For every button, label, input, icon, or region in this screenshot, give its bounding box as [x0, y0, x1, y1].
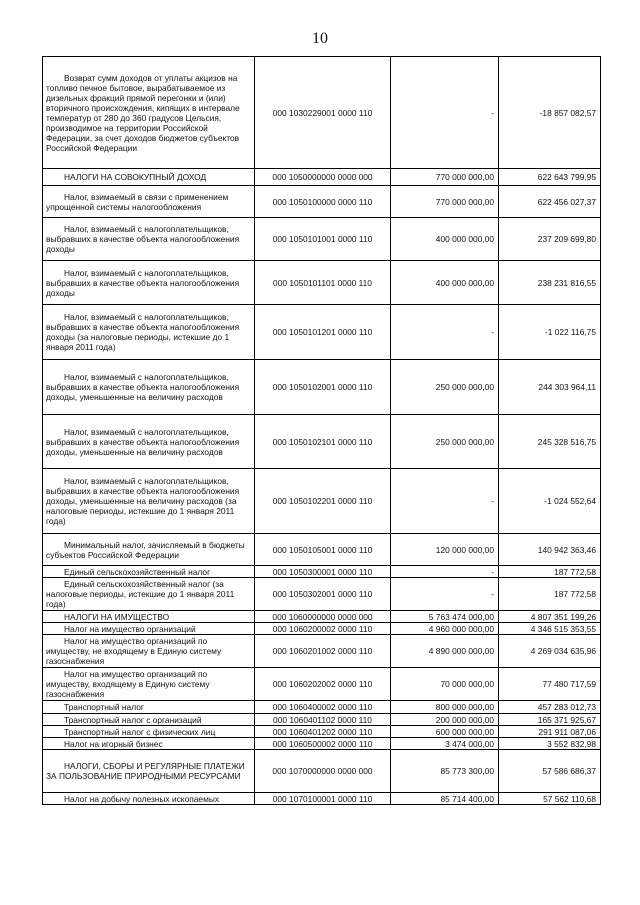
- row-fact: 291 911 087,06: [499, 726, 601, 738]
- budget-table-body: [43, 57, 601, 805]
- row-name: Транспортный налог с физических лиц: [43, 726, 255, 738]
- row-plan: 400 000 000,00: [391, 261, 499, 305]
- row-name: НАЛОГИ, СБОРЫ И РЕГУЛЯРНЫЕ ПЛАТЕЖИ ЗА ПОЛЬЗОВАНИЕ ПРИРОДНЫМИ РЕСУРСАМИ: [43, 750, 255, 793]
- row-code: 000 1070000000 0000 000: [255, 750, 391, 793]
- table-row: [43, 701, 601, 714]
- table-row: [43, 793, 601, 805]
- row-plan: 400 000 000,00: [391, 218, 499, 261]
- row-plan: 800 000 000,00: [391, 701, 499, 714]
- table-row: [43, 534, 601, 566]
- row-plan: 250 000 000,00: [391, 415, 499, 469]
- row-fact: 245 328 516,75: [499, 415, 601, 469]
- row-name: Единый сельскохозяйственный налог: [43, 566, 255, 578]
- row-code: 000 1050102201 0000 110: [255, 469, 391, 534]
- row-fact: 622 643 799,95: [499, 169, 601, 186]
- row-name: Налог на имущество организаций по имуществу, не входящему в Единую систему газоснабжения: [43, 635, 255, 668]
- row-name: НАЛОГИ НА ИМУЩЕСТВО: [43, 611, 255, 623]
- row-plan: -: [391, 305, 499, 360]
- row-plan: 70 000 000,00: [391, 668, 499, 701]
- row-plan: -: [391, 57, 499, 169]
- row-fact: -1 024 552,64: [499, 469, 601, 534]
- row-plan: 5 763 474 000,00: [391, 611, 499, 623]
- row-name: Налог, взимаемый с налогоплательщиков, выбравших в качестве объекта налогообложения доходы, уменьшенные на величину расходов: [43, 415, 255, 469]
- row-plan: 200 000 000,00: [391, 714, 499, 726]
- table-row: [43, 566, 601, 578]
- row-fact: 187 772,58: [499, 566, 601, 578]
- row-code: 000 1060200002 0000 110: [255, 623, 391, 635]
- row-code: 000 1050101001 0000 110: [255, 218, 391, 261]
- table-row: [43, 635, 601, 668]
- row-name: Налог, взимаемый с налогоплательщиков, выбравших в качестве объекта налогообложения доходы, уменьшенные на величину расходов: [43, 360, 255, 415]
- row-code: 000 1050105001 0000 110: [255, 534, 391, 566]
- row-plan: -: [391, 566, 499, 578]
- row-fact: 187 772,58: [499, 578, 601, 611]
- table-row: [43, 738, 601, 750]
- row-code: 000 1060401102 0000 110: [255, 714, 391, 726]
- row-fact: 457 283 012,73: [499, 701, 601, 714]
- table-row: [43, 726, 601, 738]
- row-name: Налог на игорный бизнес: [43, 738, 255, 750]
- table-row: [43, 578, 601, 611]
- row-name: Налог на имущество организаций по имуществу, входящему в Единую систему газоснабжения: [43, 668, 255, 701]
- row-fact: 237 209 699,80: [499, 218, 601, 261]
- table-row: [43, 611, 601, 623]
- row-code: 000 1030229001 0000 110: [255, 57, 391, 169]
- row-fact: 4 807 351 199,26: [499, 611, 601, 623]
- row-plan: 4 890 000 000,00: [391, 635, 499, 668]
- row-name: Транспортный налог: [43, 701, 255, 714]
- row-code: 000 1050300001 0000 110: [255, 566, 391, 578]
- row-fact: 622 456 027,37: [499, 186, 601, 218]
- row-plan: 770 000 000,00: [391, 186, 499, 218]
- table-row: [43, 57, 601, 169]
- row-plan: 85 773 300,00: [391, 750, 499, 793]
- budget-table: [42, 56, 601, 805]
- row-plan: -: [391, 469, 499, 534]
- row-code: 000 1050101101 0000 110: [255, 261, 391, 305]
- table-row: [43, 360, 601, 415]
- row-code: 000 1060401202 0000 110: [255, 726, 391, 738]
- row-code: 000 1060400002 0000 110: [255, 701, 391, 714]
- row-fact: 238 231 816,55: [499, 261, 601, 305]
- row-code: 000 1070100001 0000 110: [255, 793, 391, 805]
- row-fact: 244 303 964,11: [499, 360, 601, 415]
- row-code: 000 1050101201 0000 110: [255, 305, 391, 360]
- table-row: [43, 469, 601, 534]
- row-fact: 3 552 832,98: [499, 738, 601, 750]
- row-plan: 4 960 000 000,00: [391, 623, 499, 635]
- row-fact: -1 022 116,75: [499, 305, 601, 360]
- row-code: 000 1060202002 0000 110: [255, 668, 391, 701]
- row-plan: 600 000 000,00: [391, 726, 499, 738]
- row-name: Возврат сумм доходов от уплаты акцизов на топливо печное бытовое, вырабатываемое из дизельных фракций прямой перегонки и (или) вторичного происхождения, кипящих в интервале температур от 280 до 360 градусов Цельсия, производимое на территории Российской Федерации, за счет доходов бюджетов субъектов Российской Федерации: [43, 57, 255, 169]
- row-name: Транспортный налог с организаций: [43, 714, 255, 726]
- row-name: Налог, взимаемый с налогоплательщиков, выбравших в качестве объекта налогообложения доходы: [43, 261, 255, 305]
- row-name: Минимальный налог, зачисляемый в бюджеты субъектов Российской Федерации: [43, 534, 255, 566]
- row-fact: -18 857 082,57: [499, 57, 601, 169]
- table-row: [43, 415, 601, 469]
- row-code: 000 1050102101 0000 110: [255, 415, 391, 469]
- table-row: [43, 169, 601, 186]
- row-name: Налог на имущество организаций: [43, 623, 255, 635]
- page-number: 10: [312, 30, 328, 47]
- row-plan: 3 474 000,00: [391, 738, 499, 750]
- row-code: 000 1060500002 0000 110: [255, 738, 391, 750]
- row-code: 000 1050102001 0000 110: [255, 360, 391, 415]
- row-plan: -: [391, 578, 499, 611]
- row-name: Налог, взимаемый в связи с применением упрощенной системы налогообложения: [43, 186, 255, 218]
- row-plan: 120 000 000,00: [391, 534, 499, 566]
- table-row: [43, 714, 601, 726]
- row-code: 000 1060000000 0000 000: [255, 611, 391, 623]
- table-row: [43, 668, 601, 701]
- row-code: 000 1050000000 0000 000: [255, 169, 391, 186]
- row-fact: 165 371 925,67: [499, 714, 601, 726]
- row-fact: 140 942 363,46: [499, 534, 601, 566]
- row-fact: 4 269 034 635,96: [499, 635, 601, 668]
- row-plan: 770 000 000,00: [391, 169, 499, 186]
- table-row: [43, 305, 601, 360]
- row-code: 000 1050100000 0000 110: [255, 186, 391, 218]
- row-name: НАЛОГИ НА СОВОКУПНЫЙ ДОХОД: [43, 169, 255, 186]
- table-row: [43, 186, 601, 218]
- row-name: Налог, взимаемый с налогоплательщиков, выбравших в качестве объекта налогообложения доходы: [43, 218, 255, 261]
- row-code: 000 1050302001 0000 110: [255, 578, 391, 611]
- table-row: [43, 261, 601, 305]
- table-row: [43, 218, 601, 261]
- table-row: [43, 750, 601, 793]
- row-name: Налог на добычу полезных ископаемых: [43, 793, 255, 805]
- row-plan: 85 714 400,00: [391, 793, 499, 805]
- table-row: [43, 623, 601, 635]
- row-fact: 57 562 110,68: [499, 793, 601, 805]
- row-fact: 4 346 515 353,55: [499, 623, 601, 635]
- row-code: 000 1060201002 0000 110: [255, 635, 391, 668]
- row-fact: 57 586 686,37: [499, 750, 601, 793]
- row-name: Налог, взимаемый с налогоплательщиков, выбравших в качестве объекта налогообложения доходы, уменьшенные на величину расходов (за налоговые периоды, истекшие до 1 января 2011 года): [43, 469, 255, 534]
- row-fact: 77 480 717,59: [499, 668, 601, 701]
- row-plan: 250 000 000,00: [391, 360, 499, 415]
- row-name: Единый сельскохозяйственный налог (за налоговые периоды, истекшие до 1 января 2011 года): [43, 578, 255, 611]
- row-name: Налог, взимаемый с налогоплательщиков, выбравших в качестве объекта налогообложения доходы (за налоговые периоды, истекшие до 1 января 2011 года): [43, 305, 255, 360]
